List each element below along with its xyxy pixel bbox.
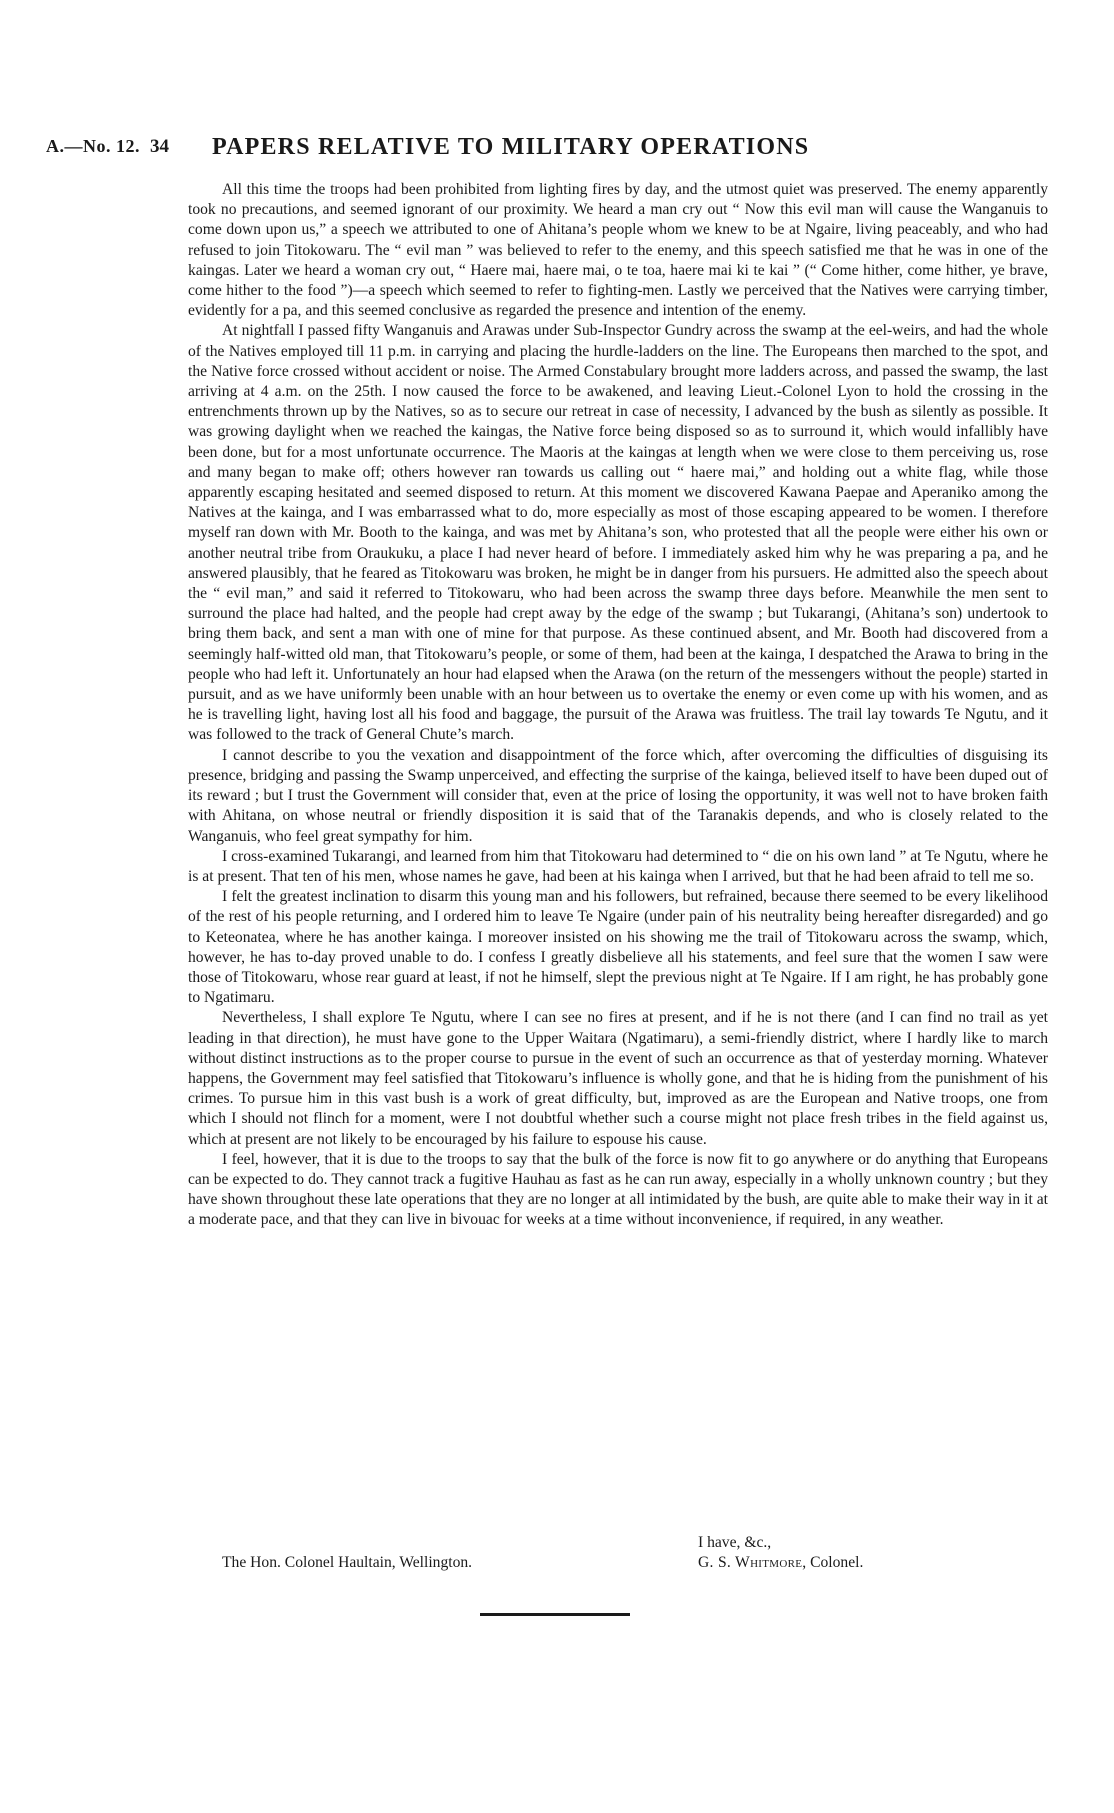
addressee: The Hon. Colonel Haultain, Wellington. <box>222 1554 473 1572</box>
page-header <box>46 136 946 166</box>
signature-rank: , Colonel. <box>802 1554 864 1572</box>
paragraph: I cross-examined Tukarangi, and learned from him that Titokowaru had determined to “ die on his own land ” at Te Ngutu, where he is at present. That ten of his men, whose names he gave, had been at his kainga when I arrived, but that he had been afraid to tell me so. <box>188 847 1048 885</box>
signature <box>698 1553 863 1573</box>
page-title: PAPERS RELATIVE TO MILITARY OPERATIONS <box>212 134 810 160</box>
end-rule <box>480 1613 630 1616</box>
paragraph: All this time the troops had been prohibited from lighting fires by day, and the utmost quiet was preserved. The enemy apparently took no precautions, and seemed ignorant of our proximity. We heard a man cry out “ Now this evil man will cause the Wanganuis to come down upon us,” a speech we attributed to one of Ahitana’s people whom we knew to be at Ngaire, living peaceably, and who had refused to join Titokowaru. The “ evil man ” was believed to refer to the enemy, and this speech satisfied me that he was in one of the kaingas. Later we heard a woman cry out, “ Haere mai, haere mai, o te toa, haere mai ki te kai ” (“ Come hither, come hither, ye brave, come hither to the food ”)—a speech which seemed to refer to fighting-men. Lastly we perceived that the Natives were carrying timber, evidently for a pa, and this seemed conclusive as regarded the presence and intention of the enemy. <box>188 181 1048 320</box>
page-number: 34 <box>150 136 169 157</box>
letter-signoff <box>188 1533 1048 1573</box>
signature-name: G. S. Whitmore <box>698 1554 803 1572</box>
paragraph: Nevertheless, I shall explore Te Ngutu, where I can see no fires at present, and if he is not there (and I can find no trail as yet leading in that direction), he must have gone to the Upper Waitara (Ngatimaru), a semi-friendly district, where I hardly like to march without distinct instructions as to the proper course to pursue in the event of such an occurrence as that of yesterday morning. Whatever happens, the Government may feel satisfied that Titokowaru’s influence is wholly gone, and that he is hiding from the punishment of his crimes. To pursue him in this vast bush is a work of great difficulty, but, improved as are the European and Native troops, one from which I should not flinch for a moment, were I not doubtful whether such a course might not place fresh tribes in the field against us, which at present are not likely to be encouraged by his failure to espouse his cause. <box>188 1009 1048 1148</box>
paper-reference: A.—No. 12. <box>46 136 140 156</box>
letter-body <box>188 180 1048 1231</box>
paragraph: I feel, however, that it is due to the troops to say that the bulk of the force is now fit to go anywhere or do anything that Europeans can be expected to do. They cannot track a fugitive Hauhau as fast as he can run away, especially in a wholly unknown country ; but they have shown throughout these late operations that they are no longer at all intimidated by the bush, are quite able to make their way in it at a moderate pace, and that they can live in bivouac for weeks at a time without inconvenience, if required, in any weather. <box>188 1150 1048 1229</box>
paragraph: I cannot describe to you the vexation and disappointment of the force which, after overcoming the difficulties of disguising its presence, bridging and passing the Swamp unperceived, and effecting the surprise of the kainga, believed itself to have been duped out of its reward ; but I trust the Government will consider that, even at the price of losing the opportunity, it was well not to have broken faith with Ahitana, on whose neutral or friendly disposition it is said that of the Taranakis depends, and who is closely related to the Wanganuis, who feel great sympathy for him. <box>188 746 1048 845</box>
valediction: I have, &c., <box>698 1534 772 1551</box>
paragraph: At nightfall I passed fifty Wanganuis and Arawas under Sub-Inspector Gundry across the swamp at the eel-weirs, and had the whole of the Natives employed till 11 p.m. in carrying and placing the hurdle-ladders on the line. The Europeans then marched to the spot, and the Native force crossed without accident or noise. The Armed Constabulary brought more ladders across, and passed the swamp, the last arriving at 4 a.m. on the 25th. I now caused the force to be awakened, and leaving Lieut.-Colonel Lyon to hold the crossing in the entrenchments thrown up by the Natives, so as to secure our retreat in case of necessity, I advanced by the bush as silently as possible. It was growing daylight when we reached the kaingas, the Native force being disposed so as to surround it, which would infallibly have been done, but for a most unfortunate occurrence. The Maoris at the kaingas at length when we were close to them perceiving us, rose and many began to make off; others however ran towards us calling out “ haere mai,” and holding out a white flag, while those apparently escaping hesitated and seemed disposed to return. At this moment we discovered Kawana Paepae and Aperaniko among the Natives at the kainga, and I was embarrassed what to do, more especially as most of those escaping appeared to be women. I therefore myself ran down with Mr. Booth to the kainga, and was met by Ahitana’s son, who protested that all the people were either his own or another neutral tribe from Oraukuku, a place I had never heard of before. I immediately asked him why he was preparing a pa, and he answered plausibly, that he feared as Titokowaru was broken, he might be in danger from his pursuers. He admitted also the speech about the “ evil man,” and said it referred to Titokowaru, who had been across the swamp three days before. Meanwhile the men sent to surround the place had halted, and the people had crept away by the edge of the swamp ; but Tukarangi, (Ahitana’s son) undertook to bring them back, and sent a man with one of mine for that purpose. As these continued absent, and Mr. Booth had discovered from a seemingly half-witted old man, that Titokowaru’s people, or some of them, had been at the kainga, I despatched the Arawa to bring in the people who had left it. Unfortunately an hour had elapsed when the Arawa (on the return of the messengers without the people) started in pursuit, and as we have uniformly been unable with an hour between us to overtake the enemy or even come up with his women, and as he is travelling light, having lost all his food and baggage, the pursuit of the Arawa was fruitless. The trail lay towards Te Ngutu, and it was followed to the track of General Chute’s march. <box>188 322 1048 744</box>
paragraph: I felt the greatest inclination to disarm this young man and his followers, but refrained, because there seemed to be every likelihood of the rest of his people returning, and I ordered him to leave Te Ngaire (under pain of his neutrality being hereafter disregarded) and go to Keteonatea, where he has another kainga. I moreover insisted on his showing me the trail of Titokowaru across the swamp, which, however, he has to-day proved unable to do. I confess I greatly disbelieve all his statements, and feel sure that the women I saw were those of Titokowaru, whose rear guard at least, if not he himself, slept the previous night at Te Ngaire. If I am right, he has probably gone to Ngatimaru. <box>188 888 1048 1007</box>
